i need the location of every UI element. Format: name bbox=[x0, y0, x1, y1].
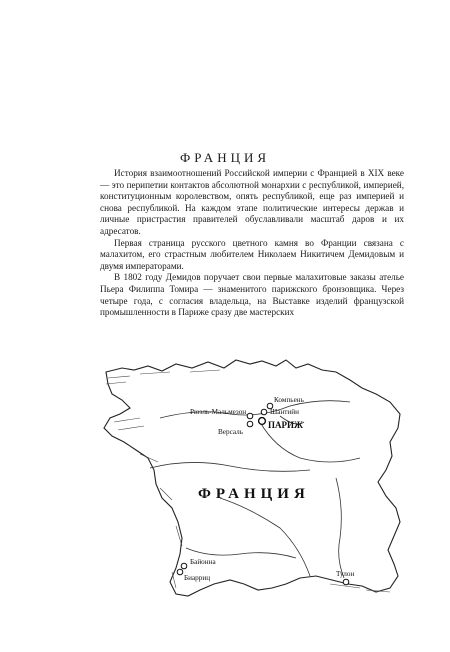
label-biarritz: Биарриц bbox=[184, 574, 211, 582]
city-dot-toulon bbox=[343, 579, 349, 585]
page-heading: ФРАНЦИЯ bbox=[179, 150, 271, 165]
body-text bbox=[100, 168, 404, 319]
label-compiegne: Компьень bbox=[274, 396, 304, 404]
france-map bbox=[100, 358, 412, 610]
coast-hatching bbox=[106, 370, 390, 592]
label-versailles: Версаль bbox=[218, 428, 243, 436]
label-france: ФРАНЦИЯ bbox=[198, 486, 310, 502]
city-dot-rueil bbox=[247, 413, 253, 419]
label-paris: ПАРИЖ bbox=[268, 420, 303, 430]
city-dot-chantilly bbox=[261, 409, 267, 415]
label-toulon: Тулон bbox=[336, 570, 355, 578]
france-outline bbox=[104, 360, 400, 596]
label-rueil-malmaison: Рюэль-Мальмезон bbox=[190, 408, 247, 416]
label-bayonne: Байонна bbox=[190, 558, 216, 566]
label-chantilly: Шантийи bbox=[270, 408, 299, 416]
paragraph-1: История взаимоотношений Российской империи с Францией в XIX веке — это перипетии контактов абсолютной монархии с республикой, империей, конституционным королевством, опять республикой, еще раз империей и снова республикой. На каждом этапе политические интересы держав и личные пристрастия правителей обуславливали масштаб даров и их адресатов. bbox=[100, 168, 404, 236]
paragraph-2: Первая страница русского цветного камня во Франции связана с малахитом, его страстным любителем Николаем Никитичем Демидовым и двумя императорами. bbox=[100, 237, 404, 271]
city-dot-paris bbox=[259, 418, 266, 425]
paragraph-3: В 1802 году Демидов поручает свои первые малахитовые заказы ателье Пьера Филиппа Томира — знаменитого парижского бронзовщика. Через четыре года, с согласия владельца, на Выставке изделий французской промышленности в Париже сразу две мастерских bbox=[100, 272, 404, 318]
city-dot-versailles bbox=[247, 421, 253, 427]
city-dot-bayonne bbox=[181, 563, 187, 569]
city-dot-biarritz bbox=[177, 569, 183, 575]
